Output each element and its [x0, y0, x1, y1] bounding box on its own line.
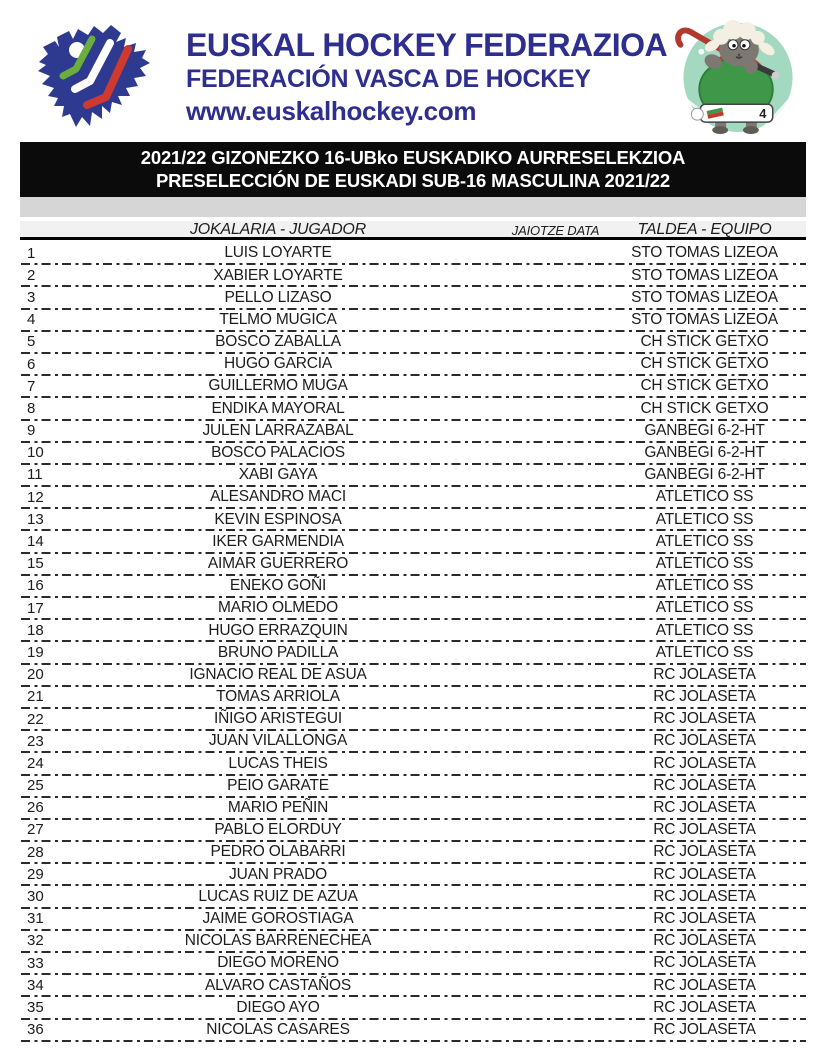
- table-row: [20, 974, 806, 996]
- row-team: STO TOMAS LIZEOA: [631, 310, 778, 328]
- table-row: [20, 797, 806, 819]
- row-team: RC JOLASETA: [653, 732, 756, 750]
- row-player: TELMO MUGICA: [219, 310, 337, 328]
- row-team: STO TOMAS LIZEOA: [631, 288, 778, 306]
- row-team: ATLETICO SS: [655, 488, 754, 506]
- mascot-jersey-number: 4: [759, 106, 767, 122]
- row-team: ATLETICO SS: [655, 621, 754, 639]
- sheep-hockey-player-mascot-icon: [663, 12, 813, 136]
- table-row: [20, 530, 806, 552]
- selection-title-banner: [20, 142, 806, 197]
- row-number: 4: [27, 311, 36, 329]
- row-number: 29: [27, 865, 44, 883]
- row-number: 26: [27, 799, 44, 817]
- row-player: HUGO ERRAZQUIN: [208, 621, 348, 639]
- row-player: DIEGO AYO: [236, 998, 320, 1016]
- row-number: 33: [27, 954, 44, 972]
- row-player: PABLO ELORDUY: [214, 821, 342, 839]
- basque-map-hockey-sticks-logo: [24, 14, 176, 134]
- table-row: [20, 286, 806, 308]
- row-player: DIEGO MORENO: [217, 954, 339, 972]
- row-player: ENEKO GOÑI: [229, 577, 327, 595]
- row-number: 30: [27, 888, 44, 906]
- row-team: RC JOLASETA: [653, 909, 756, 927]
- row-number: 24: [27, 754, 44, 772]
- banner-gray-strip: [20, 197, 806, 217]
- row-team: RC JOLASETA: [653, 776, 756, 794]
- row-number: 31: [27, 910, 44, 928]
- row-player: AIMAR GUERRERO: [207, 554, 349, 572]
- row-team: STO TOMAS LIZEOA: [631, 266, 778, 284]
- table-row: [20, 486, 806, 508]
- row-player: NICOLAS BARRENECHEA: [184, 932, 372, 950]
- row-team: ATLETICO SS: [655, 554, 754, 572]
- table-row: [20, 752, 806, 774]
- row-player: LUIS LOYARTE: [224, 244, 332, 262]
- row-player: ALESANDRO MACI: [210, 488, 346, 506]
- row-player: JUAN PRADO: [229, 865, 327, 883]
- row-number: 15: [27, 555, 44, 573]
- row-team: RC JOLASETA: [653, 887, 756, 905]
- row-player: JUAN VILALLONGA: [208, 732, 348, 750]
- row-team: RC JOLASETA: [653, 954, 756, 972]
- table-row: [20, 442, 806, 464]
- row-number: 1: [27, 244, 36, 262]
- row-team: ATLETICO SS: [655, 510, 754, 528]
- table-row: [20, 397, 806, 419]
- table-row: [20, 309, 806, 331]
- row-team: STO TOMAS LIZEOA: [631, 244, 778, 262]
- row-player: IÑIGO ARISTEGUI: [214, 710, 342, 728]
- row-team: CH STICK GETXO: [640, 333, 769, 351]
- row-player: KEVIN ESPINOSA: [214, 510, 342, 528]
- row-team: RC JOLASETA: [653, 1020, 756, 1038]
- row-player: MARIO PEÑIN: [227, 799, 329, 817]
- row-number: 25: [27, 777, 44, 795]
- banner-title-spanish: PRESELECCIÓN DE EUSKADI SUB-16 MASCULINA 2021/22: [155, 170, 670, 191]
- row-team: GANBEGI 6-2-HT: [644, 421, 765, 439]
- table-row: [20, 353, 806, 375]
- row-number: 10: [27, 444, 44, 462]
- row-team: ATLETICO SS: [655, 577, 754, 595]
- row-team: RC JOLASETA: [653, 843, 756, 861]
- table-row: [20, 375, 806, 397]
- table-row: [20, 952, 806, 974]
- table-row: [20, 841, 806, 863]
- table-row: [20, 619, 806, 641]
- row-number: 16: [27, 577, 44, 595]
- row-team: RC JOLASETA: [653, 688, 756, 706]
- row-player: BOSCO ZABALLA: [215, 333, 341, 351]
- row-player: PELLO LIZASO: [224, 288, 332, 306]
- row-player: GUILLERMO MUGA: [208, 377, 348, 395]
- table-row: [20, 708, 806, 730]
- table-row: [20, 775, 806, 797]
- row-player: JAIME GOROSTIAGA: [202, 909, 354, 927]
- row-number: 18: [27, 621, 44, 639]
- row-player: JULEN LARRAZABAL: [202, 421, 354, 439]
- header-team-column: TALDEA - EQUIPO: [637, 221, 772, 238]
- table-row: [20, 1019, 806, 1041]
- table-row: [20, 575, 806, 597]
- table-row: [20, 664, 806, 686]
- table-row: [20, 730, 806, 752]
- table-row: [20, 819, 806, 841]
- row-number: 36: [27, 1021, 44, 1039]
- org-website-link[interactable]: www.euskalhockey.com: [186, 96, 477, 126]
- row-player: XABIER LOYARTE: [213, 266, 343, 284]
- row-number: 22: [27, 710, 44, 728]
- row-number: 21: [27, 688, 44, 706]
- table-row: [20, 641, 806, 663]
- row-number: 5: [27, 333, 36, 351]
- row-number: 9: [27, 422, 36, 440]
- row-team: RC JOLASETA: [653, 998, 756, 1016]
- header-birth-date-column: JAIOTZE DATA: [511, 222, 600, 238]
- row-number: 11: [27, 466, 43, 484]
- row-number: 17: [27, 599, 44, 617]
- row-team: RC JOLASETA: [653, 821, 756, 839]
- row-number: 14: [27, 533, 44, 551]
- row-number: 28: [27, 843, 44, 861]
- row-number: 8: [27, 399, 36, 417]
- row-player: IKER GARMENDIA: [212, 532, 344, 550]
- table-row: [20, 930, 806, 952]
- row-number: 7: [27, 377, 36, 395]
- org-title: EUSKAL HOCKEY FEDERAZIOA: [186, 27, 668, 63]
- row-team: RC JOLASETA: [653, 665, 756, 683]
- table-row: [20, 242, 806, 264]
- row-team: ATLETICO SS: [655, 532, 754, 550]
- table-row: [20, 863, 806, 885]
- row-player: BRUNO PADILLA: [217, 643, 339, 661]
- header-player-column: JOKALARIA - JUGADOR: [189, 221, 367, 238]
- row-number: 13: [27, 510, 44, 528]
- row-team: CH STICK GETXO: [640, 399, 769, 417]
- table-row: [20, 686, 806, 708]
- row-team: RC JOLASETA: [653, 932, 756, 950]
- row-player: LUCAS RUIZ DE AZUA: [198, 887, 358, 905]
- row-team: ATLETICO SS: [655, 643, 754, 661]
- table-row: [20, 508, 806, 530]
- row-number: 34: [27, 976, 44, 994]
- table-row: [20, 331, 806, 353]
- row-number: 27: [27, 821, 44, 839]
- row-player: XABI GAYA: [238, 466, 318, 484]
- row-number: 32: [27, 932, 44, 950]
- row-player: NICOLAS CASARES: [206, 1020, 350, 1038]
- row-number: 6: [27, 355, 36, 373]
- row-number: 23: [27, 732, 44, 750]
- org-text-block: [186, 26, 668, 128]
- row-team: RC JOLASETA: [653, 754, 756, 772]
- row-player: PEIO GARATE: [227, 776, 329, 794]
- row-number: 19: [27, 643, 44, 661]
- row-team: GANBEGI 6-2-HT: [644, 444, 765, 462]
- row-team: CH STICK GETXO: [640, 377, 769, 395]
- row-number: 35: [27, 998, 44, 1016]
- row-number: 20: [27, 666, 44, 684]
- row-number: 2: [27, 266, 36, 284]
- table-row: [20, 996, 806, 1018]
- table-row: [20, 553, 806, 575]
- row-player: PEDRO OLABARRI: [210, 843, 346, 861]
- row-player: TOMAS ARRIOLA: [216, 688, 340, 706]
- row-number: 12: [27, 488, 44, 506]
- row-team: RC JOLASETA: [653, 710, 756, 728]
- letterhead: [0, 10, 824, 138]
- table-row: [20, 597, 806, 619]
- row-team: CH STICK GETXO: [640, 355, 769, 373]
- row-player: MARIO OLMEDO: [218, 599, 338, 617]
- row-team: ATLETICO SS: [655, 599, 754, 617]
- row-player: IGNACIO REAL DE ASUA: [189, 665, 367, 683]
- row-player: BOSCO PALACIOS: [211, 444, 345, 462]
- row-player: HUGO GARCIA: [223, 355, 333, 373]
- table-row: [20, 264, 806, 286]
- row-player: ENDIKA MAYORAL: [211, 399, 345, 417]
- roster-table-header: [20, 221, 806, 240]
- row-team: RC JOLASETA: [653, 865, 756, 883]
- row-team: RC JOLASETA: [653, 976, 756, 994]
- row-player: ALVARO CASTAÑOS: [204, 976, 351, 994]
- row-team: RC JOLASETA: [653, 799, 756, 817]
- org-subtitle: FEDERACIÓN VASCA DE HOCKEY: [186, 65, 591, 93]
- row-number: 3: [27, 288, 36, 306]
- table-row: [20, 420, 806, 442]
- roster-table-body: [20, 242, 806, 1041]
- table-row: [20, 908, 806, 930]
- banner-title-basque: 2021/22 GIZONEZKO 16-UBko EUSKADIKO AURRESELEKZIOA: [140, 147, 686, 168]
- table-row: [20, 464, 806, 486]
- row-player: LUCAS THEIS: [228, 754, 328, 772]
- row-team: GANBEGI 6-2-HT: [644, 466, 765, 484]
- table-row: [20, 885, 806, 907]
